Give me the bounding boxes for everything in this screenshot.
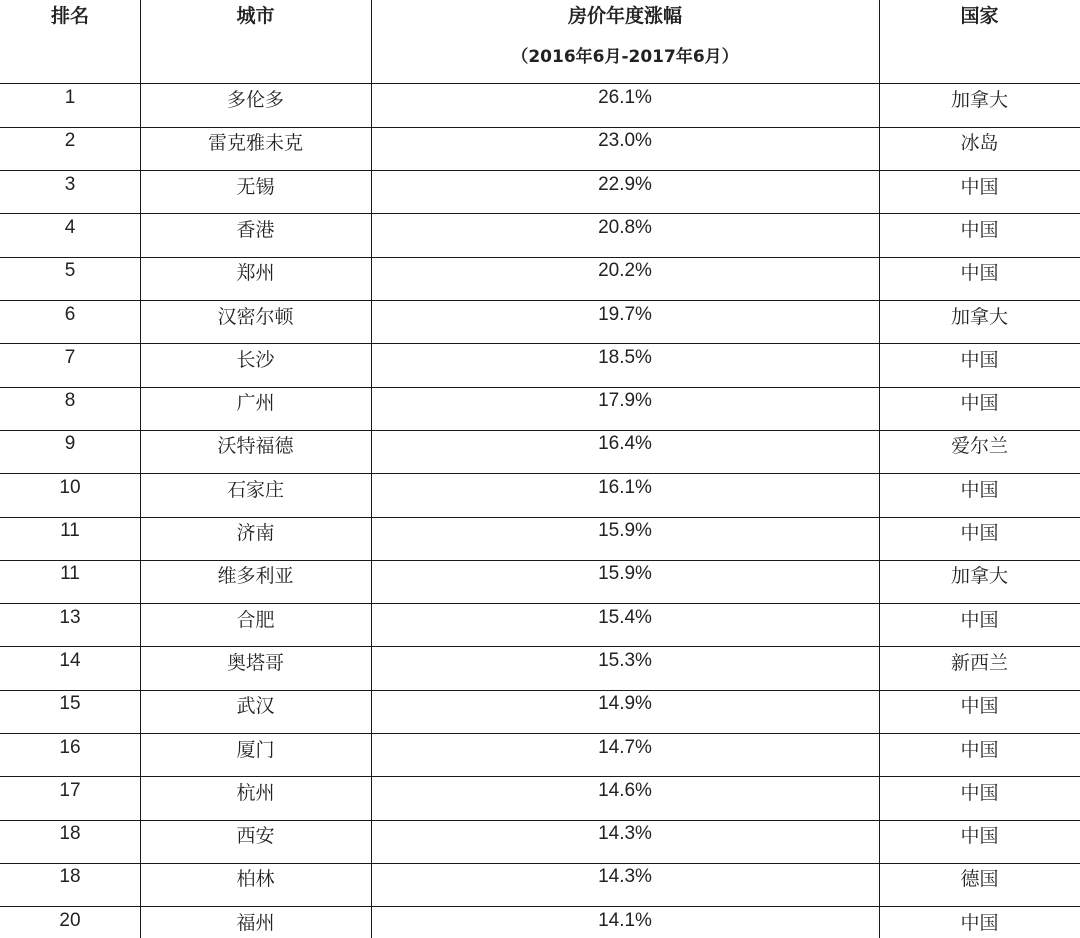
country-cell: 中国 — [960, 738, 999, 761]
city-cell: 汉密尔顿 — [217, 305, 294, 328]
row-divider — [0, 906, 1080, 907]
rank-cell: 20 — [59, 909, 81, 931]
row-divider — [0, 473, 1080, 474]
row-divider — [0, 517, 1080, 518]
country-cell: 新西兰 — [950, 651, 1008, 674]
country-cell: 加拿大 — [950, 565, 1008, 588]
price-change-cell: 20.8% — [598, 216, 652, 238]
rank-cell: 8 — [64, 390, 76, 412]
country-cell: 中国 — [960, 825, 999, 848]
price-change-cell: 14.9% — [598, 693, 652, 715]
country-cell: 爱尔兰 — [950, 435, 1008, 458]
rank-cell: 7 — [64, 346, 76, 368]
rank-cell: 13 — [59, 606, 81, 628]
row-divider — [0, 646, 1080, 647]
row-divider — [0, 387, 1080, 388]
price-change-cell: 14.7% — [598, 736, 652, 758]
price-change-cell: 17.9% — [598, 390, 652, 412]
country-cell: 加拿大 — [950, 305, 1008, 328]
rank-cell: 15 — [59, 693, 81, 715]
city-cell: 福州 — [236, 911, 275, 934]
rank-cell: 18 — [59, 866, 81, 888]
header-city: 城市 — [236, 5, 275, 27]
city-cell: 石家庄 — [226, 478, 284, 501]
city-cell: 沃特福德 — [217, 435, 294, 458]
price-change-cell: 16.1% — [598, 476, 652, 498]
country-cell: 中国 — [960, 695, 999, 718]
price-change-cell: 14.3% — [598, 866, 652, 888]
country-cell: 中国 — [960, 608, 999, 631]
country-cell: 加拿大 — [950, 89, 1008, 111]
row-divider — [0, 820, 1080, 821]
row-divider — [0, 343, 1080, 344]
row-divider — [0, 257, 1080, 258]
row-divider — [0, 560, 1080, 561]
country-cell: 中国 — [960, 911, 999, 934]
city-cell: 西安 — [236, 825, 275, 848]
row-divider — [0, 430, 1080, 431]
price-change-cell: 14.3% — [598, 823, 652, 845]
rank-cell: 17 — [59, 779, 81, 801]
city-cell: 广州 — [236, 392, 275, 415]
city-cell: 维多利亚 — [217, 565, 294, 588]
city-cell: 合肥 — [236, 608, 275, 631]
rank-cell: 11 — [60, 563, 80, 585]
price-change-cell: 20.2% — [598, 260, 652, 282]
country-cell: 中国 — [960, 781, 999, 804]
rank-cell: 10 — [59, 476, 81, 498]
header-divider — [0, 83, 1080, 84]
rank-cell: 11 — [60, 520, 80, 541]
city-cell: 长沙 — [236, 348, 275, 371]
rank-cell: 18 — [59, 823, 81, 845]
rank-cell: 1 — [64, 87, 76, 108]
price-change-cell: 19.7% — [598, 303, 652, 325]
header-rank: 排名 — [50, 5, 89, 27]
rank-cell: 9 — [64, 433, 76, 455]
price-change-cell: 15.3% — [598, 649, 652, 671]
city-cell: 郑州 — [236, 262, 275, 285]
city-cell: 杭州 — [236, 781, 275, 804]
row-divider — [0, 776, 1080, 777]
price-change-cell: 18.5% — [598, 346, 652, 368]
city-cell: 无锡 — [236, 175, 275, 198]
rank-cell: 3 — [64, 173, 76, 195]
country-cell: 冰岛 — [960, 132, 999, 155]
header-price-change-period: （2016年6月-2017年6月） — [511, 47, 739, 67]
price-change-cell: 15.9% — [598, 563, 652, 585]
row-divider — [0, 733, 1080, 734]
country-cell: 中国 — [960, 392, 999, 415]
country-cell: 中国 — [960, 175, 999, 198]
row-divider — [0, 863, 1080, 864]
city-cell: 香港 — [236, 218, 275, 241]
rank-cell: 14 — [59, 649, 81, 671]
country-cell: 中国 — [960, 348, 999, 371]
city-cell: 厦门 — [236, 738, 275, 761]
price-change-cell: 23.0% — [598, 130, 652, 152]
price-change-cell: 15.9% — [598, 520, 652, 541]
row-divider — [0, 690, 1080, 691]
row-divider — [0, 170, 1080, 171]
row-divider — [0, 603, 1080, 604]
row-divider — [0, 300, 1080, 301]
price-change-cell: 15.4% — [598, 606, 652, 628]
rank-cell: 4 — [64, 216, 76, 238]
country-cell: 中国 — [960, 218, 999, 241]
price-change-cell: 14.1% — [598, 909, 652, 931]
city-cell: 雷克雅未克 — [207, 132, 303, 155]
price-change-cell: 22.9% — [598, 173, 652, 195]
price-change-cell: 14.6% — [598, 779, 652, 801]
header-country: 国家 — [960, 5, 999, 27]
rank-cell: 16 — [59, 736, 81, 758]
country-cell: 中国 — [960, 262, 999, 285]
rank-cell: 6 — [64, 303, 76, 325]
country-cell: 中国 — [960, 478, 999, 501]
city-cell: 柏林 — [236, 868, 275, 891]
header-price-change: 房价年度涨幅 — [567, 5, 682, 27]
city-cell: 多伦多 — [226, 89, 284, 111]
city-cell: 济南 — [236, 522, 275, 544]
country-cell: 中国 — [960, 522, 999, 544]
row-divider — [0, 213, 1080, 214]
rank-cell: 2 — [64, 130, 76, 152]
city-cell: 奥塔哥 — [226, 651, 284, 674]
rank-cell: 5 — [64, 260, 76, 282]
price-change-cell: 16.4% — [598, 433, 652, 455]
price-change-cell: 26.1% — [598, 87, 652, 108]
city-cell: 武汉 — [236, 695, 275, 718]
row-divider — [0, 127, 1080, 128]
country-cell: 德国 — [960, 868, 999, 891]
